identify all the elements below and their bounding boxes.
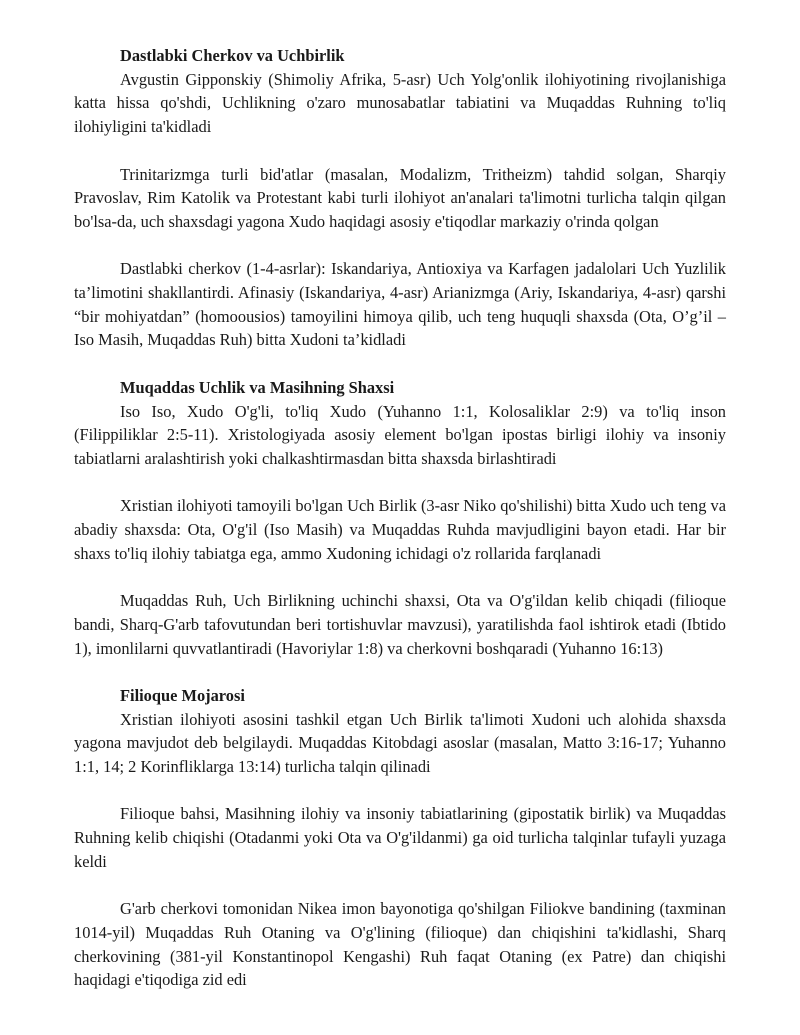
document-page <box>74 44 726 992</box>
section-filioque <box>74 684 726 992</box>
paragraph: Filioque bahsi, Masihning ilohiy va insoniy tabiatlarining (gipostatik birlik) va Muqaddas Ruhning kelib chiqishi (Otadanmi yoki Ota va O'g'ildanmi) ga oid turlicha talqinlar tufayli yuzaga keldi <box>74 804 726 871</box>
section-heading: Dastlabki Cherkov va Uchbirlik <box>120 46 345 65</box>
section-early-church <box>74 44 726 352</box>
paragraph: Trinitarizmga turli bid'atlar (masalan, Modalizm, Tritheizm) tahdid solgan, Sharqiy Pravoslav, Rim Katolik va Protestant kabi turli ilohiyot an'analari ta'limotni turlicha talqin qilgan bo'lsa-da, uch shaxsdagi yagona Xudo haqidagi asosiy e'tiqodlar markaziy o'rinda qolgan <box>74 164 726 231</box>
paragraph: G'arb cherkovi tomonidan Nikea imon bayonotiga qo'shilgan Filiokve bandining (taxminan 1014-yil) Muqaddas Ruh Otaning va O'g'lining (filioque) dan chiqishini ta'kidlashi, Sharq cherkovining (381-yil Konstantinopol Kengashi) Ruh faqat Otaning (ex Patre) dan chiqishi haqidagi e'tiqodiga zid edi <box>74 899 726 990</box>
section-heading: Filioque Mojarosi <box>120 685 245 705</box>
paragraph: Xristian ilohiyoti asosini tashkil etgan Uch Birlik ta'limoti Xudoni uch alohida shaxsda yagona mavjudot deb belgilaydi. Muqaddas Kitobdagi asoslar (masalan, Matto 3:16-17; Yuhanno 1:1, 14; 2 Korinfliklarga 13:14) turlicha talqin qilinadi <box>74 709 726 776</box>
paragraph: Dastlabki cherkov (1-4-asrlar): Iskandariya, Antioxiya va Karfagen jadalolari Uch Yuzlilik ta’limotini shakllantirdi. Afinasiy (Iskandariya, 4-asr) Arianizmga (Ariy, Iskandariya, 4-asr) qarshi “bir mohiyatdan” (homoousios) tamoyilini himoya qilib, uch teng huquqli shaxsda (Ota, O’g’il – Iso Masih, Muqaddas Ruh) bitta Xudoni ta’kidladi <box>74 259 726 350</box>
paragraph: Xristian ilohiyoti tamoyili bo'lgan Uch Birlik (3-asr Niko qo'shilishi) bitta Xudo uch teng va abadiy shaxsda: Ota, O'g'il (Iso Masih) va Muqaddas Ruhda mavjudligini bayon etadi. Har bir shaxs to'liq ilohiy tabiatga ega, ammo Xudoning ichidagi o'z rollarida farqlanadi <box>74 496 726 563</box>
paragraph: Muqaddas Ruh, Uch Birlikning uchinchi shaxsi, Ota va O'g'ildan kelib chiqadi (filioque bandi, Sharq-G'arb tafovutundan beri tortishuvlar mavzusi), yaratilishda faol ishtirok etadi (Ibtido 1), imonlilarni quvvatlantiradi (Havoriylar 1:8) va cherkovni boshqaradi (Yuhanno 16:13) <box>74 591 726 658</box>
paragraph: Iso Iso, Xudo O'g'li, to'liq Xudo (Yuhanno 1:1, Kolosaliklar 2:9) va to'liq inson (Filippiliklar 2:5-11). Xristologiyada asosiy element bo'lgan ipostas birligi ilohiy va insoniy tabiatlarni aralashtirish yoki chalkashtirmasdan bitta shaxsda birlashtiradi <box>74 401 726 468</box>
paragraph: Avgustin Gipponskiy (Shimoliy Afrika, 5-asr) Uch Yolg'onlik ilohiyotining rivojlanishiga katta hissa qo'shdi, Uchlikning o'zaro munosabatlar tabiatini va Muqaddas Ruhning to'liq ilohiyligini ta'kidladi <box>74 69 726 137</box>
section-trinity-and-christ <box>74 376 726 660</box>
section-heading: Muqaddas Uchlik va Masihning Shaxsi <box>120 377 395 397</box>
